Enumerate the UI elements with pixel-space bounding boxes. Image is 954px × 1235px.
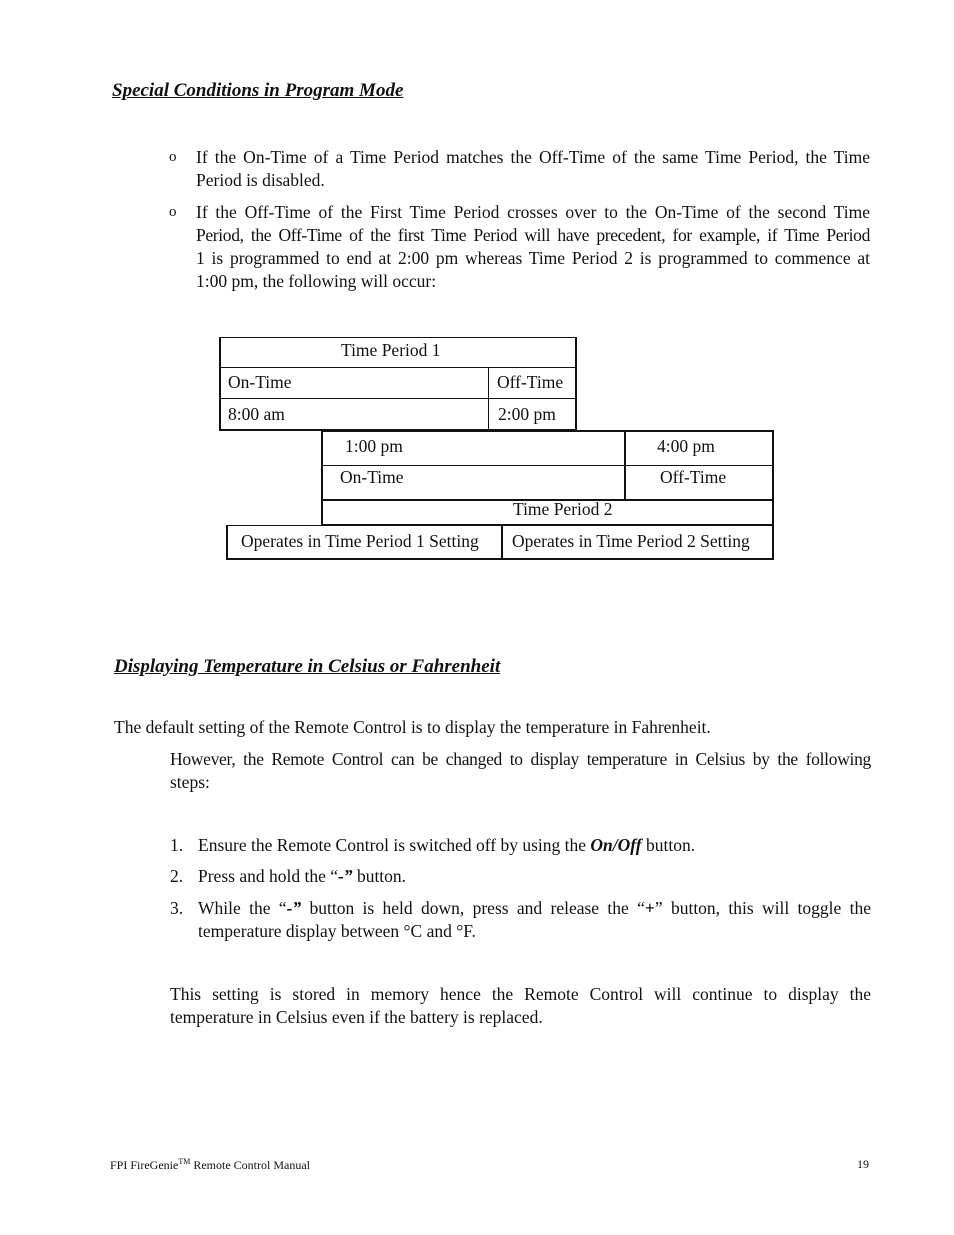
table-border <box>219 337 577 338</box>
period2-off-value: 4:00 pm <box>657 436 715 456</box>
page-number: 19 <box>857 1157 869 1171</box>
period2-on-value: 1:00 pm <box>345 436 403 456</box>
step-number: 1. <box>170 835 184 855</box>
paragraph-line: steps: <box>170 772 210 792</box>
table-border <box>321 430 774 432</box>
step-item <box>198 897 871 943</box>
table-border <box>772 430 774 560</box>
paragraph-line: However, the Remote Control can be changed to display temperature in Celsius by the following <box>170 749 871 769</box>
on-off-button-label: On/Off <box>590 835 642 855</box>
bullet-line: 1 is programmed to end at 2:00 pm whereas Time Period 2 is programmed to commence at <box>196 248 870 268</box>
bullet-marker: o <box>169 204 177 220</box>
celsius-paragraph <box>170 748 871 794</box>
period1-off-label: Off-Time <box>497 372 564 392</box>
table-border <box>575 337 577 430</box>
period2-on-label: On-Time <box>340 467 404 487</box>
table-border <box>321 430 323 525</box>
table-border <box>226 525 774 526</box>
period2-off-label: Off-Time <box>660 467 727 487</box>
step-item <box>198 865 406 888</box>
step-text: button. <box>352 866 407 886</box>
step-number: 3. <box>170 898 184 918</box>
table-border <box>321 465 774 466</box>
table-border <box>219 367 577 368</box>
paragraph-line: This setting is stored in memory hence the Remote Control will continue to display the <box>170 984 871 1004</box>
minus-button-label: -” <box>286 898 302 918</box>
table-border <box>226 558 774 560</box>
period1-on-value: 8:00 am <box>228 404 285 424</box>
table-border <box>624 430 626 500</box>
paragraph-line: temperature in Celsius even if the battery is replaced. <box>170 1007 543 1027</box>
step-text: Press and hold the “ <box>198 866 338 886</box>
step-text: button. <box>641 835 696 855</box>
step-line: temperature display between °C and °F. <box>198 921 476 941</box>
bullet-text <box>196 146 870 192</box>
bullet-line: Period, the Off-Time of the first Time Period will have precedent, for example, if Time Period <box>196 225 870 245</box>
table-border <box>226 525 228 560</box>
trademark-mark: TM <box>178 1157 191 1166</box>
result-period1: Operates in Time Period 1 Setting <box>241 531 479 551</box>
table-border <box>501 525 503 560</box>
table-border <box>219 398 577 399</box>
result-period2: Operates in Time Period 2 Setting <box>512 531 750 551</box>
bullet-line: If the Off-Time of the First Time Period crosses over to the On-Time of the second Time <box>196 202 870 222</box>
table-border <box>488 367 489 430</box>
period1-on-label: On-Time <box>228 372 292 392</box>
intro-paragraph: The default setting of the Remote Control is to display the temperature in Fahrenheit. <box>114 717 711 737</box>
closing-paragraph <box>170 983 871 1029</box>
section-heading-program-mode: Special Conditions in Program Mode <box>112 80 404 101</box>
bullet-marker: o <box>169 149 177 165</box>
plus-button-label: + <box>644 898 655 918</box>
step-text: While the “ <box>198 898 287 918</box>
step-text: button is held down, press and release the “ <box>301 898 645 918</box>
bullet-line: Period is disabled. <box>196 170 325 190</box>
footer-title-text: FPI FireGenie <box>110 1158 179 1172</box>
step-line <box>198 897 871 920</box>
period2-title: Time Period 2 <box>513 499 613 519</box>
step-item <box>198 834 695 857</box>
bullet-line: 1:00 pm, the following will occur: <box>196 271 437 291</box>
footer-title <box>110 1157 310 1173</box>
period1-title: Time Period 1 <box>341 340 441 360</box>
period1-off-value: 2:00 pm <box>498 404 556 424</box>
bullet-line: If the On-Time of a Time Period matches the Off-Time of the same Time Period, the Time <box>196 147 870 167</box>
step-text: ” button, this will toggle the <box>654 898 872 918</box>
table-border <box>219 337 221 430</box>
step-number: 2. <box>170 866 184 886</box>
section-heading-temperature: Displaying Temperature in Celsius or Fahrenheit <box>114 656 501 677</box>
footer-title-text: Remote Control Manual <box>190 1158 310 1172</box>
bullet-text <box>196 201 870 293</box>
minus-button-label: -” <box>337 866 353 886</box>
step-text: Ensure the Remote Control is switched off by using the <box>198 835 591 855</box>
